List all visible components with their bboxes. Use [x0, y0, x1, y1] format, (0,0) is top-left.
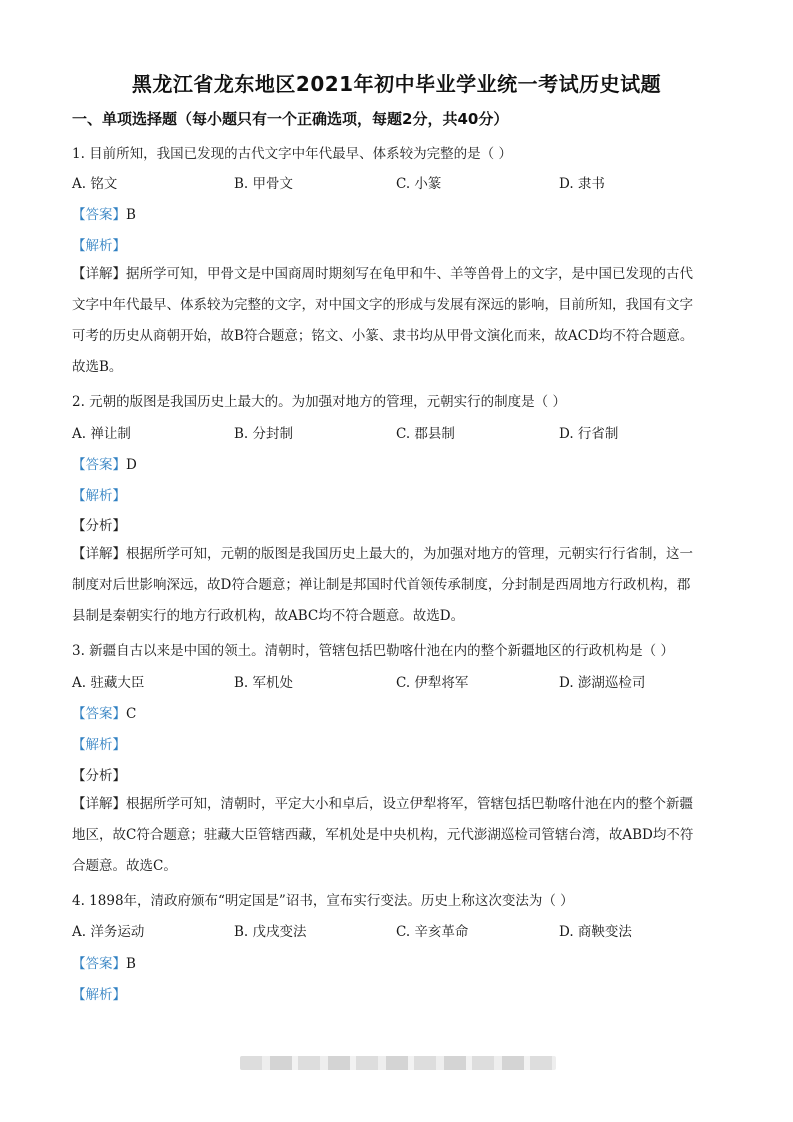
q2-detail [72, 539, 724, 632]
answer-value: D [126, 457, 137, 473]
q1-option-b: B. 甲骨文 [234, 176, 294, 192]
question-2-stem: 2. 元朝的版图是我国历史上最大的。为加强对地方的管理，元朝实行的制度是（ ） [72, 394, 566, 410]
q2-option-c: C. 郡县制 [396, 426, 455, 442]
question-4-options [72, 920, 732, 940]
q1-answer [72, 203, 136, 223]
q2-detail-line: 县制是秦朝实行的地方行政机构，故ABC均不符合题意。故选D。 [72, 608, 465, 624]
section-heading: 一、单项选择题（每小题只有一个正确选项，每题2分，共40分） [72, 110, 509, 128]
q4-answer [72, 952, 136, 972]
q3-detail-line: 【详解】根据所学可知，清朝时，平定大小和卓后，设立伊犁将军，管辖包括巴勒喀什池在内的整个新疆 [72, 796, 693, 812]
q2-answer [72, 453, 137, 473]
q4-option-a: A. 洋务运动 [72, 924, 145, 940]
q4-option-c: C. 辛亥革命 [396, 924, 469, 940]
q2-fenxi-tag: 【分析】 [72, 518, 126, 534]
q1-detail [72, 259, 724, 383]
q2-analysis-tag: 【解析】 [72, 488, 126, 504]
answer-tag: 【答案】 [72, 706, 126, 722]
q2-detail-line: 【详解】根据所学可知，元朝的版图是我国历史上最大的，为加强对地方的管理，元朝实行行省制，这一 [72, 546, 693, 562]
question-1-options [72, 172, 732, 192]
page-title: 黑龙江省龙东地区2021年初中毕业学业统一考试历史试题 [131, 72, 662, 96]
answer-tag: 【答案】 [72, 207, 126, 223]
q2-detail-line: 制度对后世影响深远，故D符合题意；禅让制是邦国时代首领传承制度，分封制是西周地方行政机构，郡 [72, 577, 691, 593]
question-2-options [72, 422, 732, 442]
answer-value: B [126, 207, 136, 223]
answer-value: B [126, 956, 136, 972]
q3-option-a: A. 驻藏大臣 [72, 675, 145, 691]
q1-detail-line: 可考的历史从商朝开始，故B符合题意；铭文、小篆、隶书均从甲骨文演化而来，故ACD均不符合题意。 [72, 328, 694, 344]
question-1-stem: 1. 目前所知，我国已发现的古代文字中年代最早、体系较为完整的是（ ） [72, 146, 512, 162]
q1-option-c: C. 小篆 [396, 176, 442, 192]
q3-detail [72, 789, 724, 882]
q3-detail-line: 地区，故C符合题意；驻藏大臣管辖西藏，军机处是中央机构，元代澎湖巡检司管辖台湾，故ABD均不符 [72, 827, 694, 843]
q2-option-d: D. 行省制 [559, 426, 619, 442]
blurred-watermark-bar [240, 1056, 556, 1070]
question-3-stem: 3. 新疆自古以来是中国的领土。清朝时，管辖包括巴勒喀什池在内的整个新疆地区的行政机构是（ ） [72, 643, 674, 659]
q1-option-d: D. 隶书 [559, 176, 605, 192]
q3-detail-line: 合题意。故选C。 [72, 858, 177, 874]
q1-detail-line: 【详解】据所学可知，甲骨文是中国商周时期刻写在龟甲和牛、羊等兽骨上的文字，是中国已发现的古代 [72, 266, 693, 282]
q2-option-b: B. 分封制 [234, 426, 294, 442]
q3-analysis-tag: 【解析】 [72, 737, 126, 753]
q3-option-c: C. 伊犁将军 [396, 675, 469, 691]
q1-option-a: A. 铭文 [72, 176, 118, 192]
question-4-stem: 4. 1898年，清政府颁布“明定国是”诏书，宣布实行变法。历史上称这次变法为（ ） [72, 893, 574, 909]
q3-fenxi-tag: 【分析】 [72, 768, 126, 784]
q3-option-b: B. 军机处 [234, 675, 294, 691]
q2-option-a: A. 禅让制 [72, 426, 131, 442]
q1-detail-line: 故选B。 [72, 359, 123, 375]
answer-value: C [126, 706, 137, 722]
answer-tag: 【答案】 [72, 956, 126, 972]
q3-answer [72, 702, 136, 722]
q1-detail-line: 文字中年代最早、体系较为完整的文字，对中国文字的形成与发展有深远的影响，目前所知，我国有文字 [72, 297, 693, 313]
q3-option-d: D. 澎湖巡检司 [559, 675, 646, 691]
q4-option-d: D. 商鞅变法 [559, 924, 632, 940]
question-3-options [72, 671, 732, 691]
answer-tag: 【答案】 [72, 457, 126, 473]
q1-analysis-tag: 【解析】 [72, 238, 126, 254]
q4-analysis-tag: 【解析】 [72, 987, 126, 1003]
q4-option-b: B. 戊戌变法 [234, 924, 307, 940]
